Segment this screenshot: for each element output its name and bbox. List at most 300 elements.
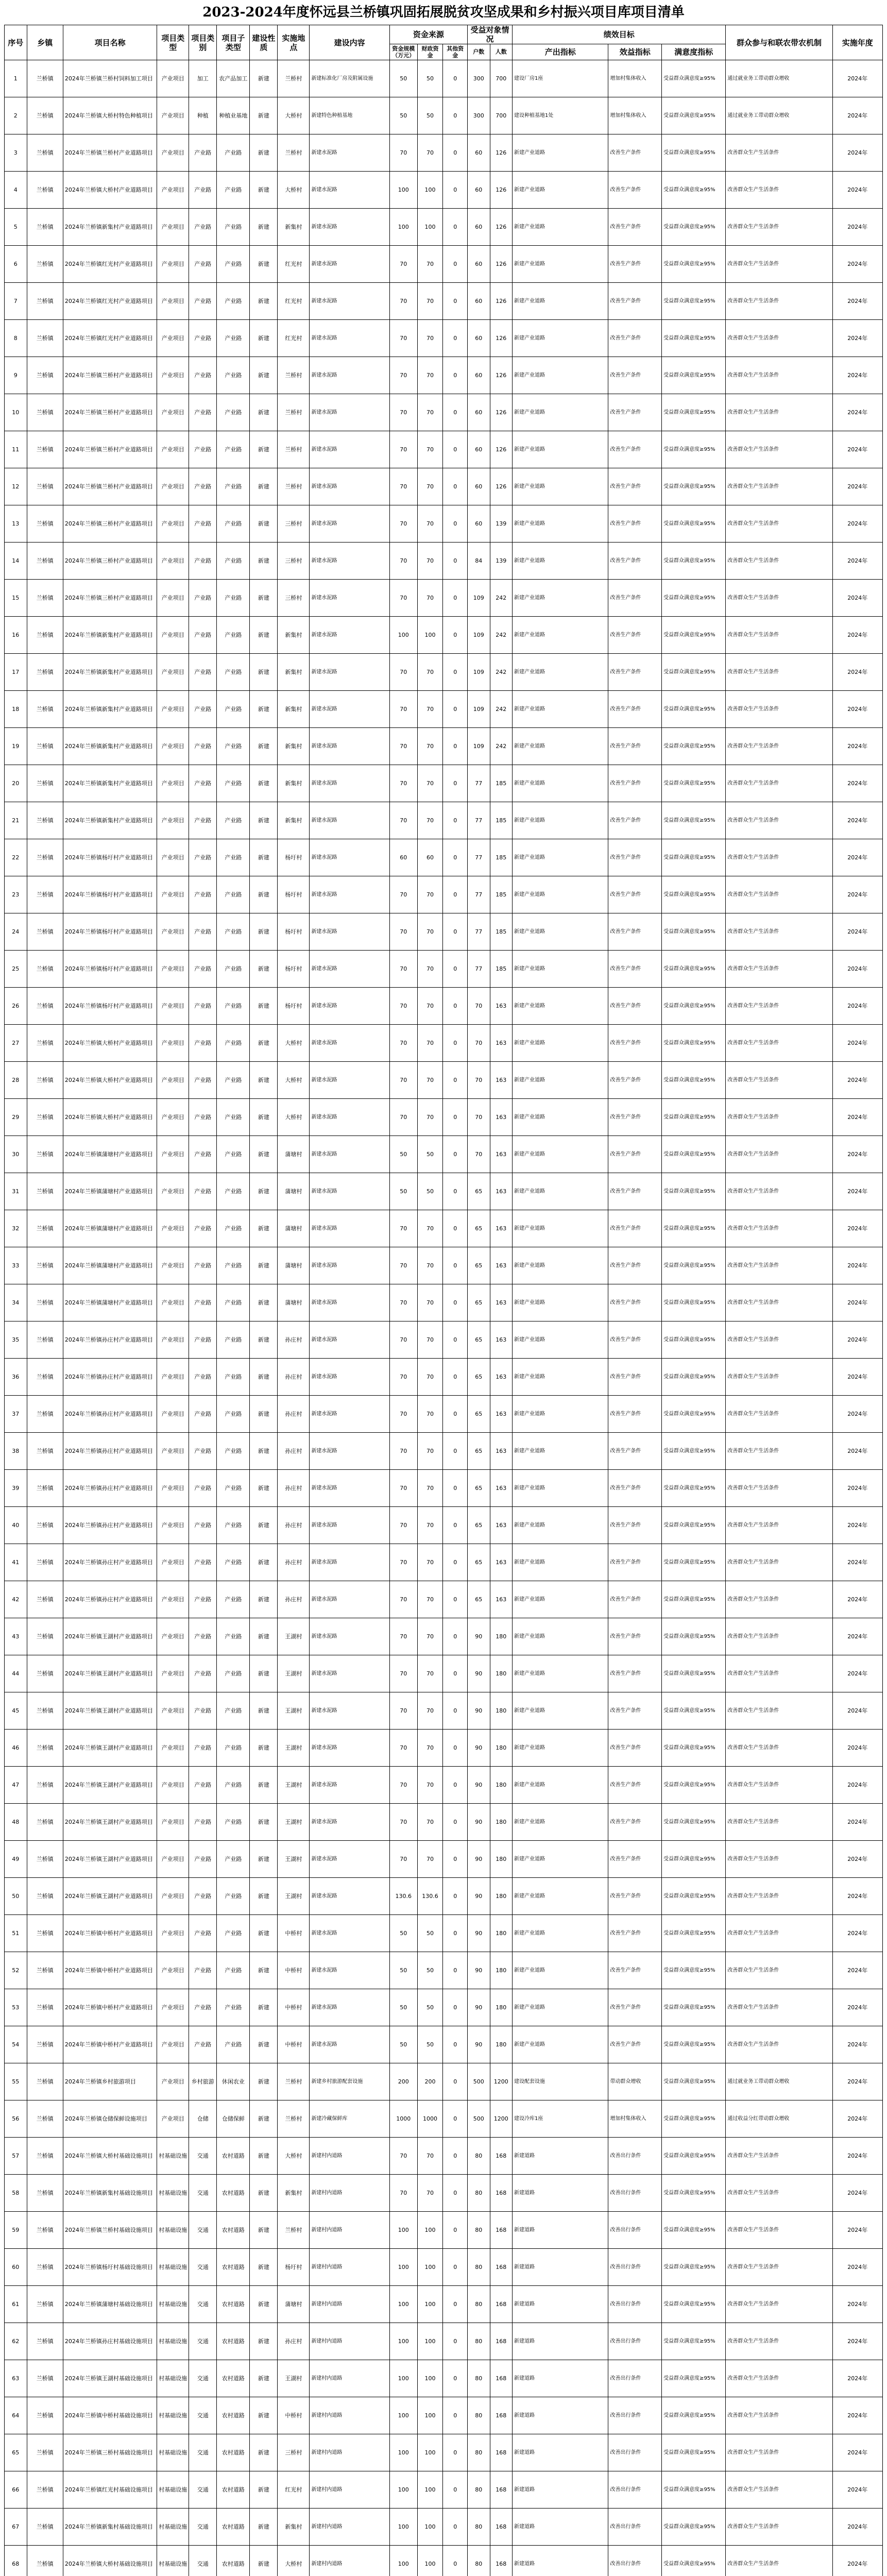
cell-households: 77 <box>468 839 490 876</box>
cell-site: 杨圩村 <box>278 2249 310 2286</box>
cell-people: 126 <box>490 134 513 172</box>
cell-subsub: 产业路 <box>217 1099 250 1136</box>
cell-content: 新建水泥路 <box>310 1804 389 1841</box>
cell-year: 2024年 <box>832 1655 882 1692</box>
cell-fund-fiscal: 70 <box>417 431 443 468</box>
cell-type: 产业项目 <box>157 394 189 431</box>
cell-nature: 新建 <box>250 1470 278 1507</box>
cell-name: 2024年兰桥镇兰桥村产业道路项目 <box>63 134 157 172</box>
cell-nature: 新建 <box>250 1433 278 1470</box>
cell-fund-fiscal: 50 <box>417 1989 443 2026</box>
cell-subtype: 产业路 <box>189 543 217 580</box>
cell-name: 2024年兰桥镇孙庄村产业道路项目 <box>63 1581 157 1618</box>
cell-mechanism: 改善群众生产生活条件 <box>726 1359 832 1396</box>
cell-year: 2024年 <box>832 505 882 543</box>
cell-output: 新建产业道路 <box>513 209 608 246</box>
cell-people: 185 <box>490 802 513 839</box>
cell-content: 新建水泥路 <box>310 876 389 913</box>
cell-subtype: 交通 <box>189 2434 217 2471</box>
cell-year: 2024年 <box>832 1878 882 1915</box>
table-row <box>5 2286 883 2323</box>
cell-fund-fiscal: 130.6 <box>417 1878 443 1915</box>
cell-mechanism: 改善群众生产生活条件 <box>726 2212 832 2249</box>
cell-nature: 新建 <box>250 209 278 246</box>
cell-satisfaction: 受益群众满意度≥95% <box>662 357 726 394</box>
cell-fund-other: 0 <box>443 951 468 988</box>
cell-seq: 19 <box>5 728 27 765</box>
cell-effect: 改善生产条件 <box>608 988 662 1025</box>
cell-type: 产业项目 <box>157 320 189 357</box>
cell-subsub: 农村道路 <box>217 2434 250 2471</box>
cell-nature: 新建 <box>250 1915 278 1952</box>
cell-satisfaction: 受益群众满意度≥95% <box>662 2434 726 2471</box>
cell-fund-other: 0 <box>443 1025 468 1062</box>
cell-fund-fiscal: 70 <box>417 876 443 913</box>
cell-fund-total: 70 <box>389 1433 417 1470</box>
cell-households: 77 <box>468 913 490 951</box>
cell-seq: 40 <box>5 1507 27 1544</box>
cell-fund-fiscal: 100 <box>417 617 443 654</box>
cell-people: 168 <box>490 2286 513 2323</box>
cell-year: 2024年 <box>832 2286 882 2323</box>
cell-year: 2024年 <box>832 839 882 876</box>
cell-content: 新建水泥路 <box>310 1359 389 1396</box>
cell-people: 700 <box>490 60 513 97</box>
cell-name: 2024年兰桥镇孙庄村产业道路项目 <box>63 1396 157 1433</box>
cell-fund-total: 70 <box>389 1099 417 1136</box>
cell-satisfaction: 受益群众满意度≥95% <box>662 320 726 357</box>
table-row <box>5 1470 883 1507</box>
cell-subtype: 交通 <box>189 2323 217 2360</box>
cell-content: 新建水泥路 <box>310 839 389 876</box>
cell-households: 90 <box>468 1692 490 1730</box>
cell-site: 王湖村 <box>278 1655 310 1692</box>
cell-site: 王湖村 <box>278 1692 310 1730</box>
cell-seq: 28 <box>5 1062 27 1099</box>
cell-fund-total: 70 <box>389 543 417 580</box>
cell-name: 2024年兰桥镇孙庄村产业道路项目 <box>63 1507 157 1544</box>
table-row <box>5 1173 883 1210</box>
cell-subtype: 产业路 <box>189 246 217 283</box>
cell-year: 2024年 <box>832 2471 882 2509</box>
cell-year: 2024年 <box>832 1952 882 1989</box>
cell-fund-fiscal: 50 <box>417 1915 443 1952</box>
cell-households: 80 <box>468 2138 490 2175</box>
cell-town: 兰桥镇 <box>27 1878 63 1915</box>
cell-fund-other: 0 <box>443 2434 468 2471</box>
cell-seq: 20 <box>5 765 27 802</box>
cell-fund-total: 100 <box>389 2434 417 2471</box>
cell-subtype: 产业路 <box>189 1507 217 1544</box>
cell-subsub: 产业路 <box>217 988 250 1025</box>
cell-effect: 改善生产条件 <box>608 617 662 654</box>
cell-year: 2024年 <box>832 2100 882 2138</box>
cell-content: 新建特色种植基地 <box>310 97 389 134</box>
cell-town: 兰桥镇 <box>27 394 63 431</box>
cell-fund-total: 200 <box>389 2063 417 2100</box>
cell-seq: 22 <box>5 839 27 876</box>
cell-subsub: 产业路 <box>217 1396 250 1433</box>
cell-satisfaction: 受益群众满意度≥95% <box>662 431 726 468</box>
cell-content: 新建水泥路 <box>310 1284 389 1321</box>
cell-name: 2024年兰桥镇三桥村产业道路项目 <box>63 505 157 543</box>
cell-site: 新集村 <box>278 691 310 728</box>
cell-year: 2024年 <box>832 913 882 951</box>
cell-content: 新建村内道路 <box>310 2286 389 2323</box>
cell-town: 兰桥镇 <box>27 2397 63 2434</box>
cell-seq: 10 <box>5 394 27 431</box>
cell-site: 孙庄村 <box>278 1321 310 1359</box>
table-row <box>5 1989 883 2026</box>
cell-town: 兰桥镇 <box>27 1062 63 1099</box>
cell-mechanism: 改善群众生产生活条件 <box>726 580 832 617</box>
cell-people: 168 <box>490 2138 513 2175</box>
cell-name: 2024年兰桥镇新集村基础设施项目 <box>63 2175 157 2212</box>
cell-satisfaction: 受益群众满意度≥95% <box>662 951 726 988</box>
cell-fund-total: 70 <box>389 431 417 468</box>
cell-year: 2024年 <box>832 1618 882 1655</box>
cell-households: 60 <box>468 283 490 320</box>
cell-effect: 改善生产条件 <box>608 209 662 246</box>
cell-site: 杨圩村 <box>278 876 310 913</box>
cell-households: 65 <box>468 1581 490 1618</box>
cell-fund-fiscal: 100 <box>417 2249 443 2286</box>
cell-fund-other: 0 <box>443 2026 468 2063</box>
cell-site: 新集村 <box>278 654 310 691</box>
cell-fund-fiscal: 70 <box>417 691 443 728</box>
cell-site: 孙庄村 <box>278 1581 310 1618</box>
table-row <box>5 134 883 172</box>
cell-content: 新建水泥路 <box>310 691 389 728</box>
cell-name: 2024年兰桥镇蒲塘村产业道路项目 <box>63 1247 157 1284</box>
cell-type: 产业项目 <box>157 1767 189 1804</box>
cell-content: 新建水泥路 <box>310 802 389 839</box>
cell-people: 163 <box>490 1062 513 1099</box>
cell-mechanism: 改善群众生产生活条件 <box>726 1692 832 1730</box>
cell-fund-fiscal: 70 <box>417 1581 443 1618</box>
cell-fund-other: 0 <box>443 394 468 431</box>
cell-effect: 改善生产条件 <box>608 1359 662 1396</box>
cell-effect: 改善出行条件 <box>608 2138 662 2175</box>
cell-fund-other: 0 <box>443 431 468 468</box>
cell-town: 兰桥镇 <box>27 1433 63 1470</box>
cell-town: 兰桥镇 <box>27 1099 63 1136</box>
cell-households: 500 <box>468 2100 490 2138</box>
cell-nature: 新建 <box>250 1359 278 1396</box>
cell-fund-other: 0 <box>443 1618 468 1655</box>
cell-people: 180 <box>490 1804 513 1841</box>
cell-type: 产业项目 <box>157 802 189 839</box>
cell-subtype: 产业路 <box>189 468 217 505</box>
cell-subtype: 产业路 <box>189 394 217 431</box>
cell-subsub: 农村道路 <box>217 2138 250 2175</box>
cell-effect: 改善生产条件 <box>608 876 662 913</box>
cell-name: 2024年兰桥镇大桥村基础设施项目 <box>63 2138 157 2175</box>
cell-town: 兰桥镇 <box>27 97 63 134</box>
cell-year: 2024年 <box>832 2546 882 2576</box>
cell-mechanism: 改善群众生产生活条件 <box>726 2249 832 2286</box>
cell-subsub: 农村道路 <box>217 2509 250 2546</box>
cell-satisfaction: 受益群众满意度≥95% <box>662 60 726 97</box>
table-row <box>5 913 883 951</box>
cell-fund-total: 70 <box>389 357 417 394</box>
cell-fund-other: 0 <box>443 839 468 876</box>
cell-nature: 新建 <box>250 951 278 988</box>
cell-town: 兰桥镇 <box>27 283 63 320</box>
cell-subsub: 产业路 <box>217 654 250 691</box>
cell-content: 新建水泥路 <box>310 988 389 1025</box>
cell-site: 王湖村 <box>278 1730 310 1767</box>
cell-name: 2024年兰桥镇王湖村基础设施项目 <box>63 2360 157 2397</box>
cell-households: 90 <box>468 1655 490 1692</box>
table-row <box>5 1507 883 1544</box>
cell-subsub: 种植业基地 <box>217 97 250 134</box>
cell-households: 80 <box>468 2509 490 2546</box>
cell-content: 新建水泥路 <box>310 1692 389 1730</box>
cell-town: 兰桥镇 <box>27 505 63 543</box>
cell-effect: 改善生产条件 <box>608 1210 662 1247</box>
cell-effect: 改善生产条件 <box>608 1730 662 1767</box>
cell-fund-fiscal: 70 <box>417 654 443 691</box>
cell-fund-other: 0 <box>443 2249 468 2286</box>
cell-nature: 新建 <box>250 617 278 654</box>
cell-subsub: 产业路 <box>217 1915 250 1952</box>
cell-fund-total: 70 <box>389 1470 417 1507</box>
cell-site: 新集村 <box>278 2175 310 2212</box>
cell-households: 60 <box>468 394 490 431</box>
cell-subsub: 产业路 <box>217 580 250 617</box>
cell-satisfaction: 受益群众满意度≥95% <box>662 2175 726 2212</box>
cell-output: 新建产业道路 <box>513 1989 608 2026</box>
cell-effect: 改善生产条件 <box>608 134 662 172</box>
cell-seq: 2 <box>5 97 27 134</box>
table-row <box>5 1655 883 1692</box>
cell-fund-total: 100 <box>389 2509 417 2546</box>
cell-subtype: 产业路 <box>189 765 217 802</box>
cell-town: 兰桥镇 <box>27 691 63 728</box>
cell-subtype: 产业路 <box>189 1952 217 1989</box>
cell-effect: 改善出行条件 <box>608 2546 662 2576</box>
cell-people: 163 <box>490 1321 513 1359</box>
cell-effect: 改善生产条件 <box>608 283 662 320</box>
cell-subsub: 产业路 <box>217 1952 250 1989</box>
cell-output: 新建道路 <box>513 2323 608 2360</box>
cell-subtype: 交通 <box>189 2509 217 2546</box>
cell-site: 兰桥村 <box>278 2100 310 2138</box>
cell-fund-total: 100 <box>389 2360 417 2397</box>
table-row <box>5 728 883 765</box>
cell-nature: 新建 <box>250 1841 278 1878</box>
cell-site: 蒲塘村 <box>278 1136 310 1173</box>
cell-name: 2024年兰桥镇红光村产业道路项目 <box>63 283 157 320</box>
cell-site: 孙庄村 <box>278 1507 310 1544</box>
cell-site: 大桥村 <box>278 1099 310 1136</box>
cell-name: 2024年兰桥镇新集村产业道路项目 <box>63 802 157 839</box>
cell-subtype: 产业路 <box>189 283 217 320</box>
cell-content: 新建标准化厂房及附属设施 <box>310 60 389 97</box>
cell-name: 2024年兰桥镇孙庄村基础设施项目 <box>63 2323 157 2360</box>
cell-subtype: 产业路 <box>189 1470 217 1507</box>
cell-output: 新建产业道路 <box>513 543 608 580</box>
cell-fund-other: 0 <box>443 60 468 97</box>
cell-subtype: 产业路 <box>189 1321 217 1359</box>
header-people: 人数 <box>490 44 513 60</box>
cell-content: 新建乡村旅游配套设施 <box>310 2063 389 2100</box>
cell-town: 兰桥镇 <box>27 839 63 876</box>
cell-fund-total: 100 <box>389 2546 417 2576</box>
cell-output: 新建产业道路 <box>513 505 608 543</box>
table-row <box>5 1767 883 1804</box>
cell-households: 80 <box>468 2212 490 2249</box>
cell-name: 2024年兰桥镇蒲塘村产业道路项目 <box>63 1210 157 1247</box>
cell-households: 70 <box>468 1099 490 1136</box>
cell-content: 新建水泥路 <box>310 543 389 580</box>
cell-people: 139 <box>490 505 513 543</box>
cell-year: 2024年 <box>832 728 882 765</box>
cell-mechanism: 改善群众生产生活条件 <box>726 1396 832 1433</box>
cell-fund-other: 0 <box>443 2063 468 2100</box>
cell-households: 70 <box>468 988 490 1025</box>
cell-name: 2024年兰桥镇孙庄村产业道路项目 <box>63 1544 157 1581</box>
cell-town: 兰桥镇 <box>27 2212 63 2249</box>
cell-satisfaction: 受益群众满意度≥95% <box>662 2063 726 2100</box>
cell-town: 兰桥镇 <box>27 1581 63 1618</box>
cell-year: 2024年 <box>832 60 882 97</box>
cell-fund-total: 70 <box>389 654 417 691</box>
cell-output: 建设配套设施 <box>513 2063 608 2100</box>
cell-fund-other: 0 <box>443 1730 468 1767</box>
cell-households: 77 <box>468 876 490 913</box>
cell-fund-fiscal: 70 <box>417 1433 443 1470</box>
cell-site: 孙庄村 <box>278 1396 310 1433</box>
cell-nature: 新建 <box>250 1655 278 1692</box>
cell-fund-fiscal: 70 <box>417 765 443 802</box>
cell-name: 2024年兰桥镇中桥村产业道路项目 <box>63 2026 157 2063</box>
table-row <box>5 1952 883 1989</box>
table-row <box>5 580 883 617</box>
cell-output: 新建道路 <box>513 2175 608 2212</box>
cell-output: 新建产业道路 <box>513 1321 608 1359</box>
cell-households: 90 <box>468 1730 490 1767</box>
cell-site: 王湖村 <box>278 1767 310 1804</box>
cell-subsub: 产业路 <box>217 1433 250 1470</box>
cell-site: 杨圩村 <box>278 988 310 1025</box>
cell-site: 三桥村 <box>278 580 310 617</box>
cell-year: 2024年 <box>832 1210 882 1247</box>
cell-fund-fiscal: 70 <box>417 283 443 320</box>
cell-fund-total: 70 <box>389 876 417 913</box>
table-row <box>5 617 883 654</box>
cell-fund-other: 0 <box>443 1507 468 1544</box>
cell-mechanism: 改善群众生产生活条件 <box>726 2286 832 2323</box>
cell-fund-other: 0 <box>443 2546 468 2576</box>
cell-nature: 新建 <box>250 2100 278 2138</box>
cell-site: 兰桥村 <box>278 60 310 97</box>
cell-effect: 改善生产条件 <box>608 1989 662 2026</box>
cell-fund-fiscal: 70 <box>417 1507 443 1544</box>
cell-type: 产业项目 <box>157 728 189 765</box>
cell-subsub: 休闲农业 <box>217 2063 250 2100</box>
cell-effect: 增加村集体收入 <box>608 97 662 134</box>
cell-name: 2024年兰桥镇中桥村基础设施项目 <box>63 2397 157 2434</box>
header-fund-total: 资金规模（万元） <box>389 44 417 60</box>
header-subsub: 项目子类型 <box>217 25 250 60</box>
cell-town: 兰桥镇 <box>27 1210 63 1247</box>
cell-content: 新建水泥路 <box>310 505 389 543</box>
cell-subtype: 交通 <box>189 2546 217 2576</box>
cell-type: 村基础设施 <box>157 2138 189 2175</box>
cell-mechanism: 改善群众生产生活条件 <box>726 1618 832 1655</box>
cell-type: 产业项目 <box>157 468 189 505</box>
cell-content: 新建村内道路 <box>310 2323 389 2360</box>
cell-town: 兰桥镇 <box>27 1767 63 1804</box>
cell-output: 新建产业道路 <box>513 728 608 765</box>
document-title: 2023-2024年度怀远县兰桥镇巩固拓展脱贫攻坚成果和乡村振兴项目库项目清单 <box>202 5 685 20</box>
cell-site: 孙庄村 <box>278 1359 310 1396</box>
cell-seq: 37 <box>5 1396 27 1433</box>
cell-output: 新建产业道路 <box>513 1359 608 1396</box>
cell-seq: 26 <box>5 988 27 1025</box>
header-satisfaction: 满意度指标 <box>662 44 726 60</box>
cell-effect: 改善出行条件 <box>608 2286 662 2323</box>
table-row <box>5 1396 883 1433</box>
cell-site: 兰桥村 <box>278 394 310 431</box>
cell-satisfaction: 受益群众满意度≥95% <box>662 1915 726 1952</box>
cell-fund-total: 70 <box>389 2175 417 2212</box>
cell-satisfaction: 受益群众满意度≥95% <box>662 1767 726 1804</box>
cell-fund-total: 70 <box>389 1247 417 1284</box>
cell-town: 兰桥镇 <box>27 1136 63 1173</box>
cell-subsub: 产业路 <box>217 394 250 431</box>
table-row <box>5 2509 883 2546</box>
cell-people: 168 <box>490 2434 513 2471</box>
cell-content: 新建水泥路 <box>310 431 389 468</box>
cell-fund-total: 70 <box>389 1692 417 1730</box>
cell-fund-fiscal: 70 <box>417 1247 443 1284</box>
cell-subtype: 产业路 <box>189 802 217 839</box>
cell-name: 2024年兰桥镇蒲塘村产业道路项目 <box>63 1284 157 1321</box>
cell-type: 产业项目 <box>157 876 189 913</box>
header-households: 户数 <box>468 44 490 60</box>
cell-satisfaction: 受益群众满意度≥95% <box>662 97 726 134</box>
cell-fund-other: 0 <box>443 1989 468 2026</box>
cell-content: 新建水泥路 <box>310 394 389 431</box>
cell-site: 兰桥村 <box>278 2212 310 2249</box>
cell-fund-fiscal: 70 <box>417 1210 443 1247</box>
cell-name: 2024年兰桥镇新集村基础设施项目 <box>63 2509 157 2546</box>
cell-satisfaction: 受益群众满意度≥95% <box>662 2360 726 2397</box>
table-row <box>5 2360 883 2397</box>
cell-seq: 21 <box>5 802 27 839</box>
cell-site: 大桥村 <box>278 1025 310 1062</box>
cell-mechanism: 改善群众生产生活条件 <box>726 209 832 246</box>
cell-year: 2024年 <box>832 654 882 691</box>
header-year: 实施年度 <box>832 25 882 60</box>
cell-subtype: 产业路 <box>189 1396 217 1433</box>
table-row <box>5 765 883 802</box>
cell-fund-other: 0 <box>443 2509 468 2546</box>
cell-mechanism: 通过就业务工带动群众增收 <box>726 2063 832 2100</box>
cell-subtype: 产业路 <box>189 1581 217 1618</box>
cell-fund-other: 0 <box>443 505 468 543</box>
cell-people: 180 <box>490 1618 513 1655</box>
cell-subsub: 产业路 <box>217 1247 250 1284</box>
cell-fund-total: 70 <box>389 1210 417 1247</box>
table-row <box>5 1359 883 1396</box>
cell-nature: 新建 <box>250 1136 278 1173</box>
cell-subtype: 仓储 <box>189 2100 217 2138</box>
cell-seq: 51 <box>5 1915 27 1952</box>
